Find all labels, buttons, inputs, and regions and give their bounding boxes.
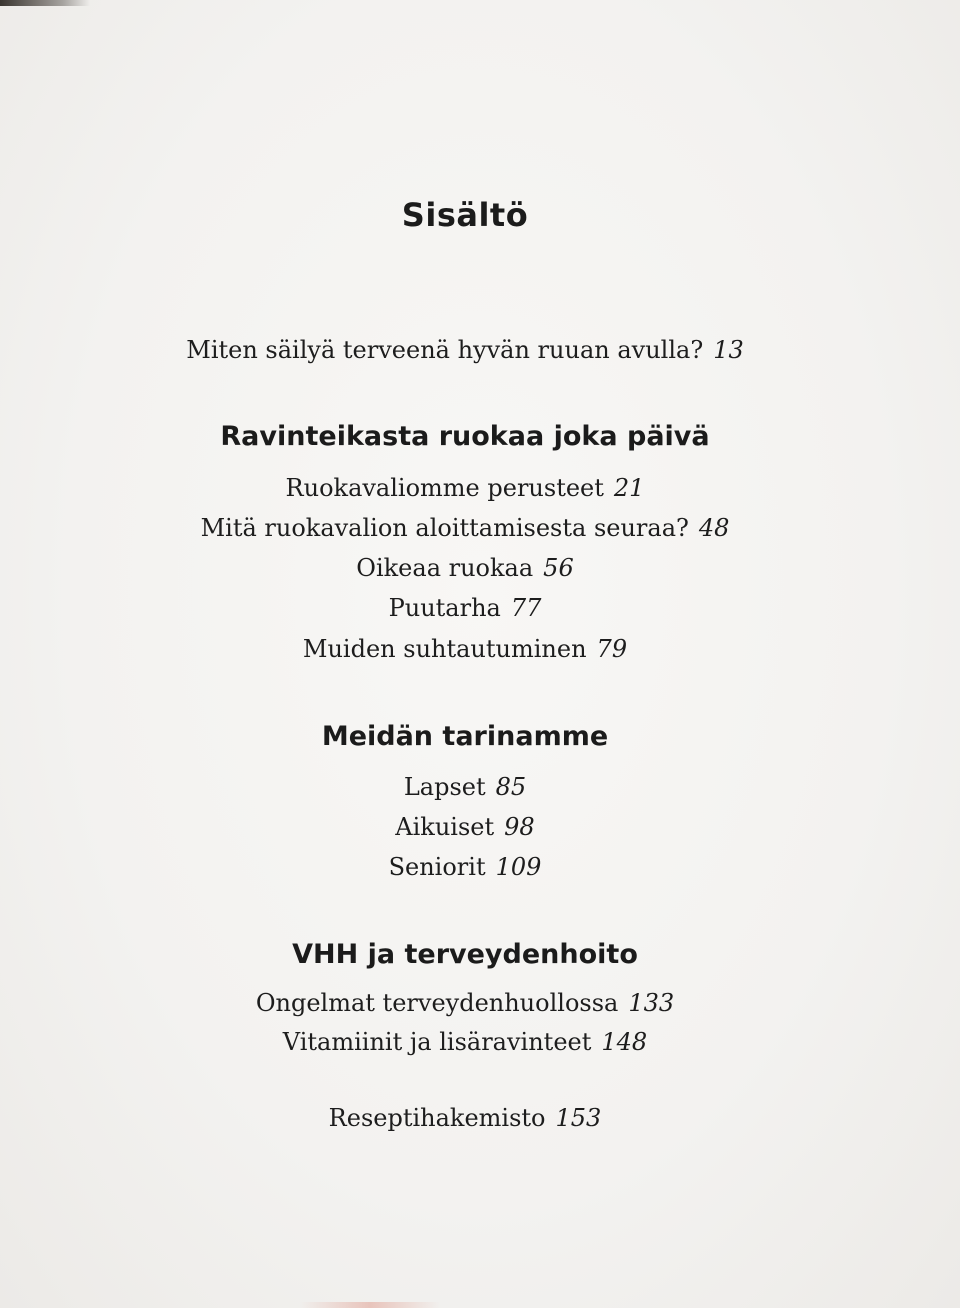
toc-entry-text: Lapset — [403, 773, 486, 801]
page-edge-shadow — [0, 0, 90, 6]
toc-entry — [0, 593, 930, 623]
toc-entry-text: Aikuiset — [395, 813, 495, 841]
section-heading-2: Meidän tarinamme — [321, 721, 609, 752]
toc-page-number: 85 — [495, 773, 527, 801]
toc-entry — [0, 852, 930, 882]
toc-entry-text: Puutarha — [388, 594, 501, 622]
toc-page-number: 48 — [698, 514, 730, 542]
toc-entry-index — [0, 1103, 930, 1133]
section-heading-1: Ravinteikasta ruokaa joka päivä — [220, 421, 710, 452]
toc-entry — [0, 513, 930, 543]
toc-entry-intro — [0, 335, 930, 365]
toc-entry — [0, 988, 930, 1018]
toc-entry — [0, 772, 930, 802]
toc-entry-text: Reseptihakemisto — [328, 1104, 546, 1132]
toc-entry-text: Seniorit — [388, 853, 486, 881]
toc-entry-text: Miten säilyä terveenä hyvän ruuan avulla? — [186, 336, 704, 364]
toc-page-number: 77 — [510, 594, 542, 622]
toc-page-number: 79 — [596, 635, 628, 663]
toc-page-number: 109 — [495, 853, 542, 881]
toc-entry — [0, 553, 930, 583]
section-heading-3: VHH ja terveydenhoito — [292, 939, 638, 970]
toc-entry — [0, 473, 930, 503]
toc-entry — [0, 1027, 930, 1057]
toc-entry-text: Mitä ruokavalion aloittamisesta seuraa? — [200, 514, 689, 542]
toc-entry — [0, 812, 930, 842]
page-title: Sisältö — [401, 196, 529, 234]
toc-entry-text: Ruokavaliomme perusteet — [285, 474, 604, 502]
toc-entry-text: Vitamiinit ja lisäravinteet — [282, 1028, 592, 1056]
toc-page-number: 56 — [543, 554, 574, 582]
finger-tint — [300, 1302, 440, 1308]
toc-page-number: 153 — [555, 1104, 602, 1132]
toc-entry-text: Muiden suhtautuminen — [302, 635, 587, 663]
toc-page-number: 148 — [601, 1028, 648, 1056]
toc-entry-text: Oikeaa ruokaa — [356, 554, 534, 582]
toc-page-number: 98 — [504, 813, 535, 841]
toc-page-number: 13 — [713, 336, 744, 364]
toc-entry-text: Ongelmat terveydenhuollossa — [255, 989, 619, 1017]
toc-page-number: 21 — [613, 474, 645, 502]
toc-entry — [0, 634, 930, 664]
toc-page-number: 133 — [628, 989, 675, 1017]
